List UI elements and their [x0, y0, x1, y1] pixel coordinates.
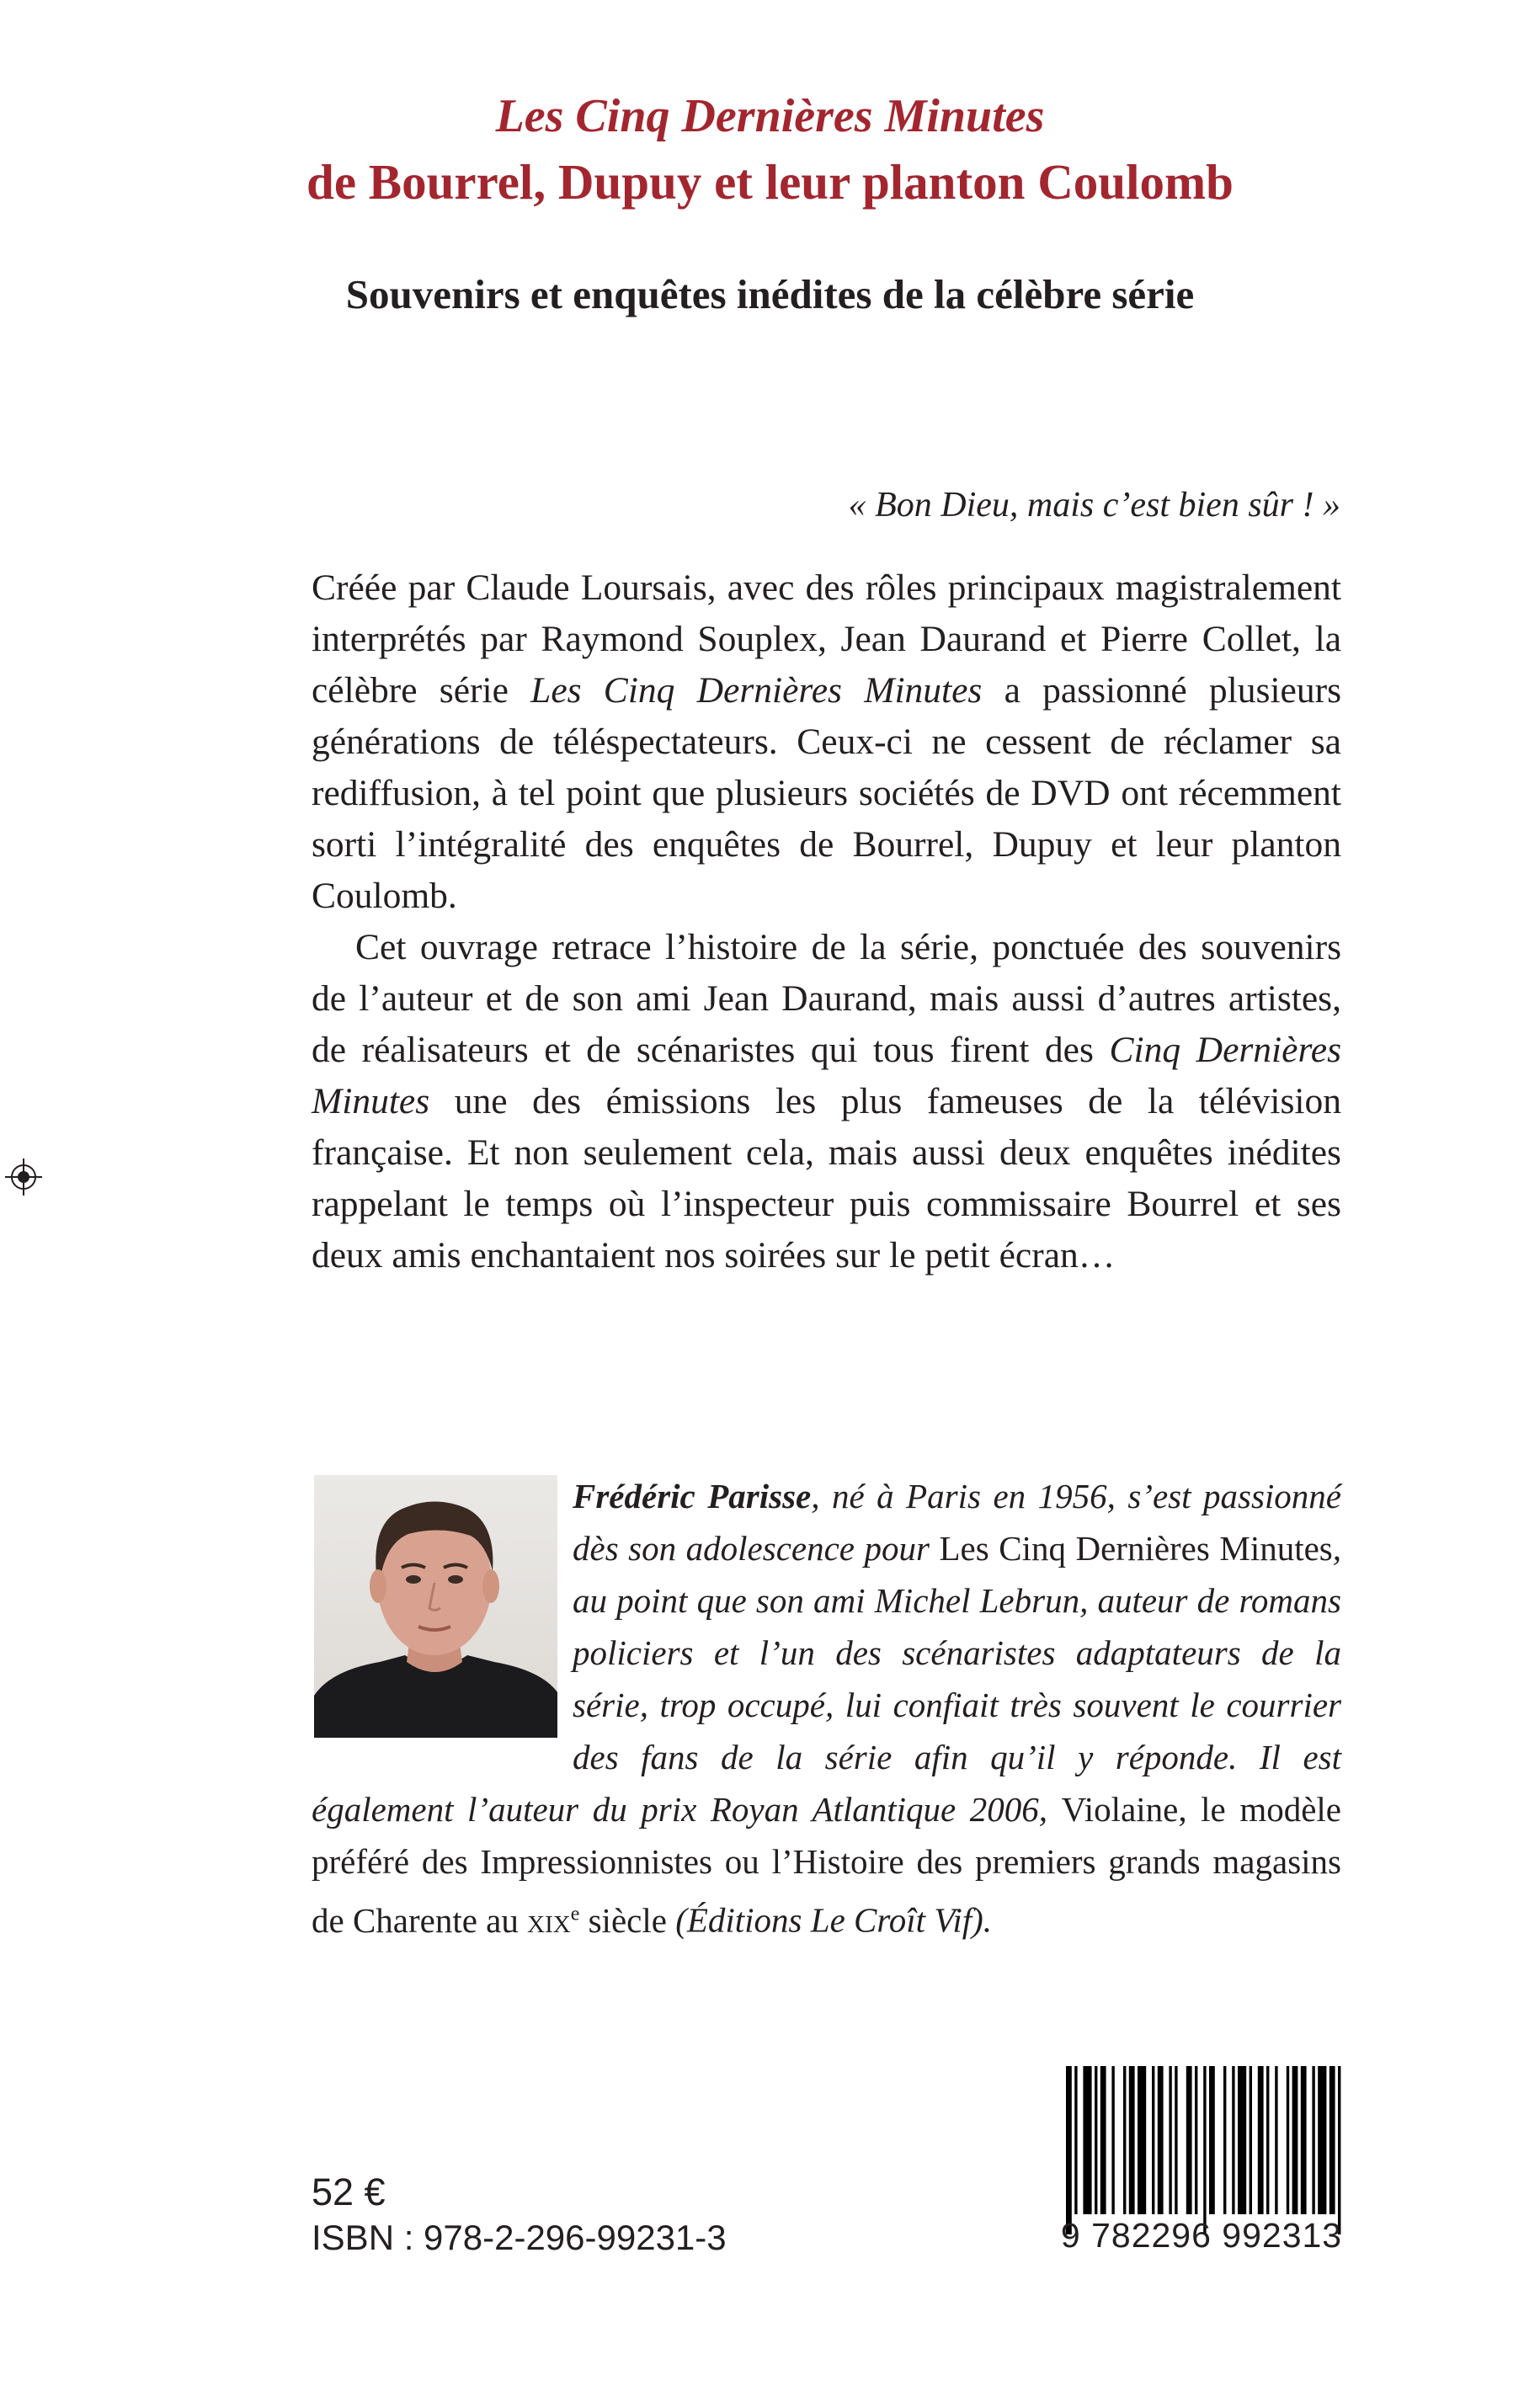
- barcode-bar: [1330, 2066, 1335, 2214]
- barcode-bar: [1238, 2066, 1246, 2214]
- blurb-text: a passionné plusieurs générations de téléspectateurs. Ceux-ci ne cessent de réclamer sa rediffusion, à tel point que plusieurs sociétés de DVD ont récemment sorti l’intégralité des enquêtes de Bourrel, Dupuy et leur planton Coulomb.: [312, 670, 1341, 916]
- barcode-bar: [1266, 2066, 1269, 2214]
- bio-text: , au point que son ami Michel Lebrun, auteur de romans policiers et l’un des scénaristes adaptateurs de la série, trop occupé, lui confiait très souvent le courrier des fans de la série afin qu’il y réponde. Il est également l’auteur du prix Royan Atlantique 2006,: [312, 1529, 1341, 1829]
- author-bio: [312, 1470, 1341, 1947]
- blurb-text: Créée par Claude Loursais, avec des rôles principaux magistralement interprétés par Raymond Souplex, Jean Daurand et Pierre Collet, la célèbre série: [312, 567, 1341, 711]
- barcode-bar: [1100, 2066, 1106, 2214]
- book-title: Les Cinq Dernières Minutes: [939, 1529, 1333, 1568]
- barcode-bar: [1223, 2066, 1226, 2214]
- barcode-bar: [1152, 2066, 1154, 2214]
- barcode-bar: [1292, 2066, 1298, 2214]
- price: 52 €: [312, 2170, 386, 2213]
- publisher: (Éditions Le Croît Vif).: [666, 1900, 993, 1940]
- barcode-bar: [1111, 2066, 1114, 2214]
- barcode-bar: [1138, 2066, 1146, 2214]
- book-title-text: siècle: [579, 1900, 667, 1940]
- barcode-bar: [1066, 2066, 1072, 2234]
- barcode-bar: [1186, 2066, 1192, 2214]
- barcode-bar: [1123, 2066, 1126, 2214]
- barcode-bar: [1169, 2066, 1171, 2214]
- barcode-bar: [1338, 2066, 1340, 2234]
- back-cover-blurb: [312, 562, 1341, 1281]
- barcode-bar: [1129, 2066, 1135, 2214]
- barcode-digits: 9 782296 992313: [1060, 2216, 1343, 2255]
- barcode-bar: [1318, 2066, 1326, 2214]
- blurb-text: une des émissions les plus fameuses de la télévision française. Et non seulement cela, mais aussi deux enquêtes inédites rappelant le temps où l’inspecteur puis commissaire Bourrel et ses deux amis enchantaient nos soirées sur le petit écran…: [312, 1081, 1341, 1276]
- century-numeral: xix: [527, 1900, 571, 1940]
- author-name: Frédéric Parisse: [573, 1477, 812, 1515]
- barcode-bar: [1301, 2066, 1307, 2214]
- epigraph-quote: « Bon Dieu, mais c’est bien sûr ! »: [848, 486, 1340, 525]
- barcode-bar: [1195, 2066, 1197, 2214]
- book-title-line2: de Bourrel, Dupuy et leur planton Coulomb: [306, 154, 1234, 210]
- series-title: Les Cinq Dernières Minutes: [530, 670, 983, 711]
- barcode-bar: [1083, 2066, 1091, 2214]
- barcode-bar: [1275, 2066, 1277, 2214]
- registration-mark-icon: [5, 1158, 42, 1196]
- barcode-bar: [1203, 2066, 1206, 2234]
- barcode-bar: [1095, 2066, 1097, 2214]
- century-superscript: e: [570, 1903, 580, 1925]
- book-title-text: Violaine, le modèle préféré des Impressionnistes ou l’Histoire des premiers grands magasins de Charente au: [312, 1790, 1342, 1940]
- barcode-bar: [1175, 2066, 1177, 2214]
- bio-text: , né à Paris en 1956, s’est passionné dès son adolescence pour: [573, 1477, 1341, 1568]
- blurb-paragraph-1: [312, 562, 1341, 922]
- barcode-bar: [1074, 2066, 1077, 2214]
- photo-spacer: [312, 1470, 573, 1783]
- isbn-number: ISBN : 978-2-296-99231-3: [312, 2218, 727, 2257]
- barcode-bar: [1209, 2066, 1215, 2214]
- barcode-bar: [1232, 2066, 1234, 2214]
- book-subtitle: Souvenirs et enquêtes inédites de la célèbre série: [345, 271, 1195, 317]
- barcode-bar: [1258, 2066, 1264, 2214]
- barcode-bar: [1158, 2066, 1164, 2214]
- barcode-bar: [1312, 2066, 1314, 2214]
- blurb-paragraph-2: [312, 922, 1341, 1281]
- barcode-bar: [1287, 2066, 1289, 2214]
- blurb-text: Cet ouvrage retrace l’histoire de la série, ponctuée des souvenirs de l’auteur et de son ami Jean Daurand, mais aussi d’autres artistes, de réalisateurs et de scénaristes qui tous firent des: [312, 927, 1341, 1070]
- series-title: Cinq Dernières Minutes: [312, 1030, 1342, 1121]
- barcode-bar: [1250, 2066, 1252, 2214]
- book-title-line1: Les Cinq Dernières Minutes: [495, 90, 1045, 142]
